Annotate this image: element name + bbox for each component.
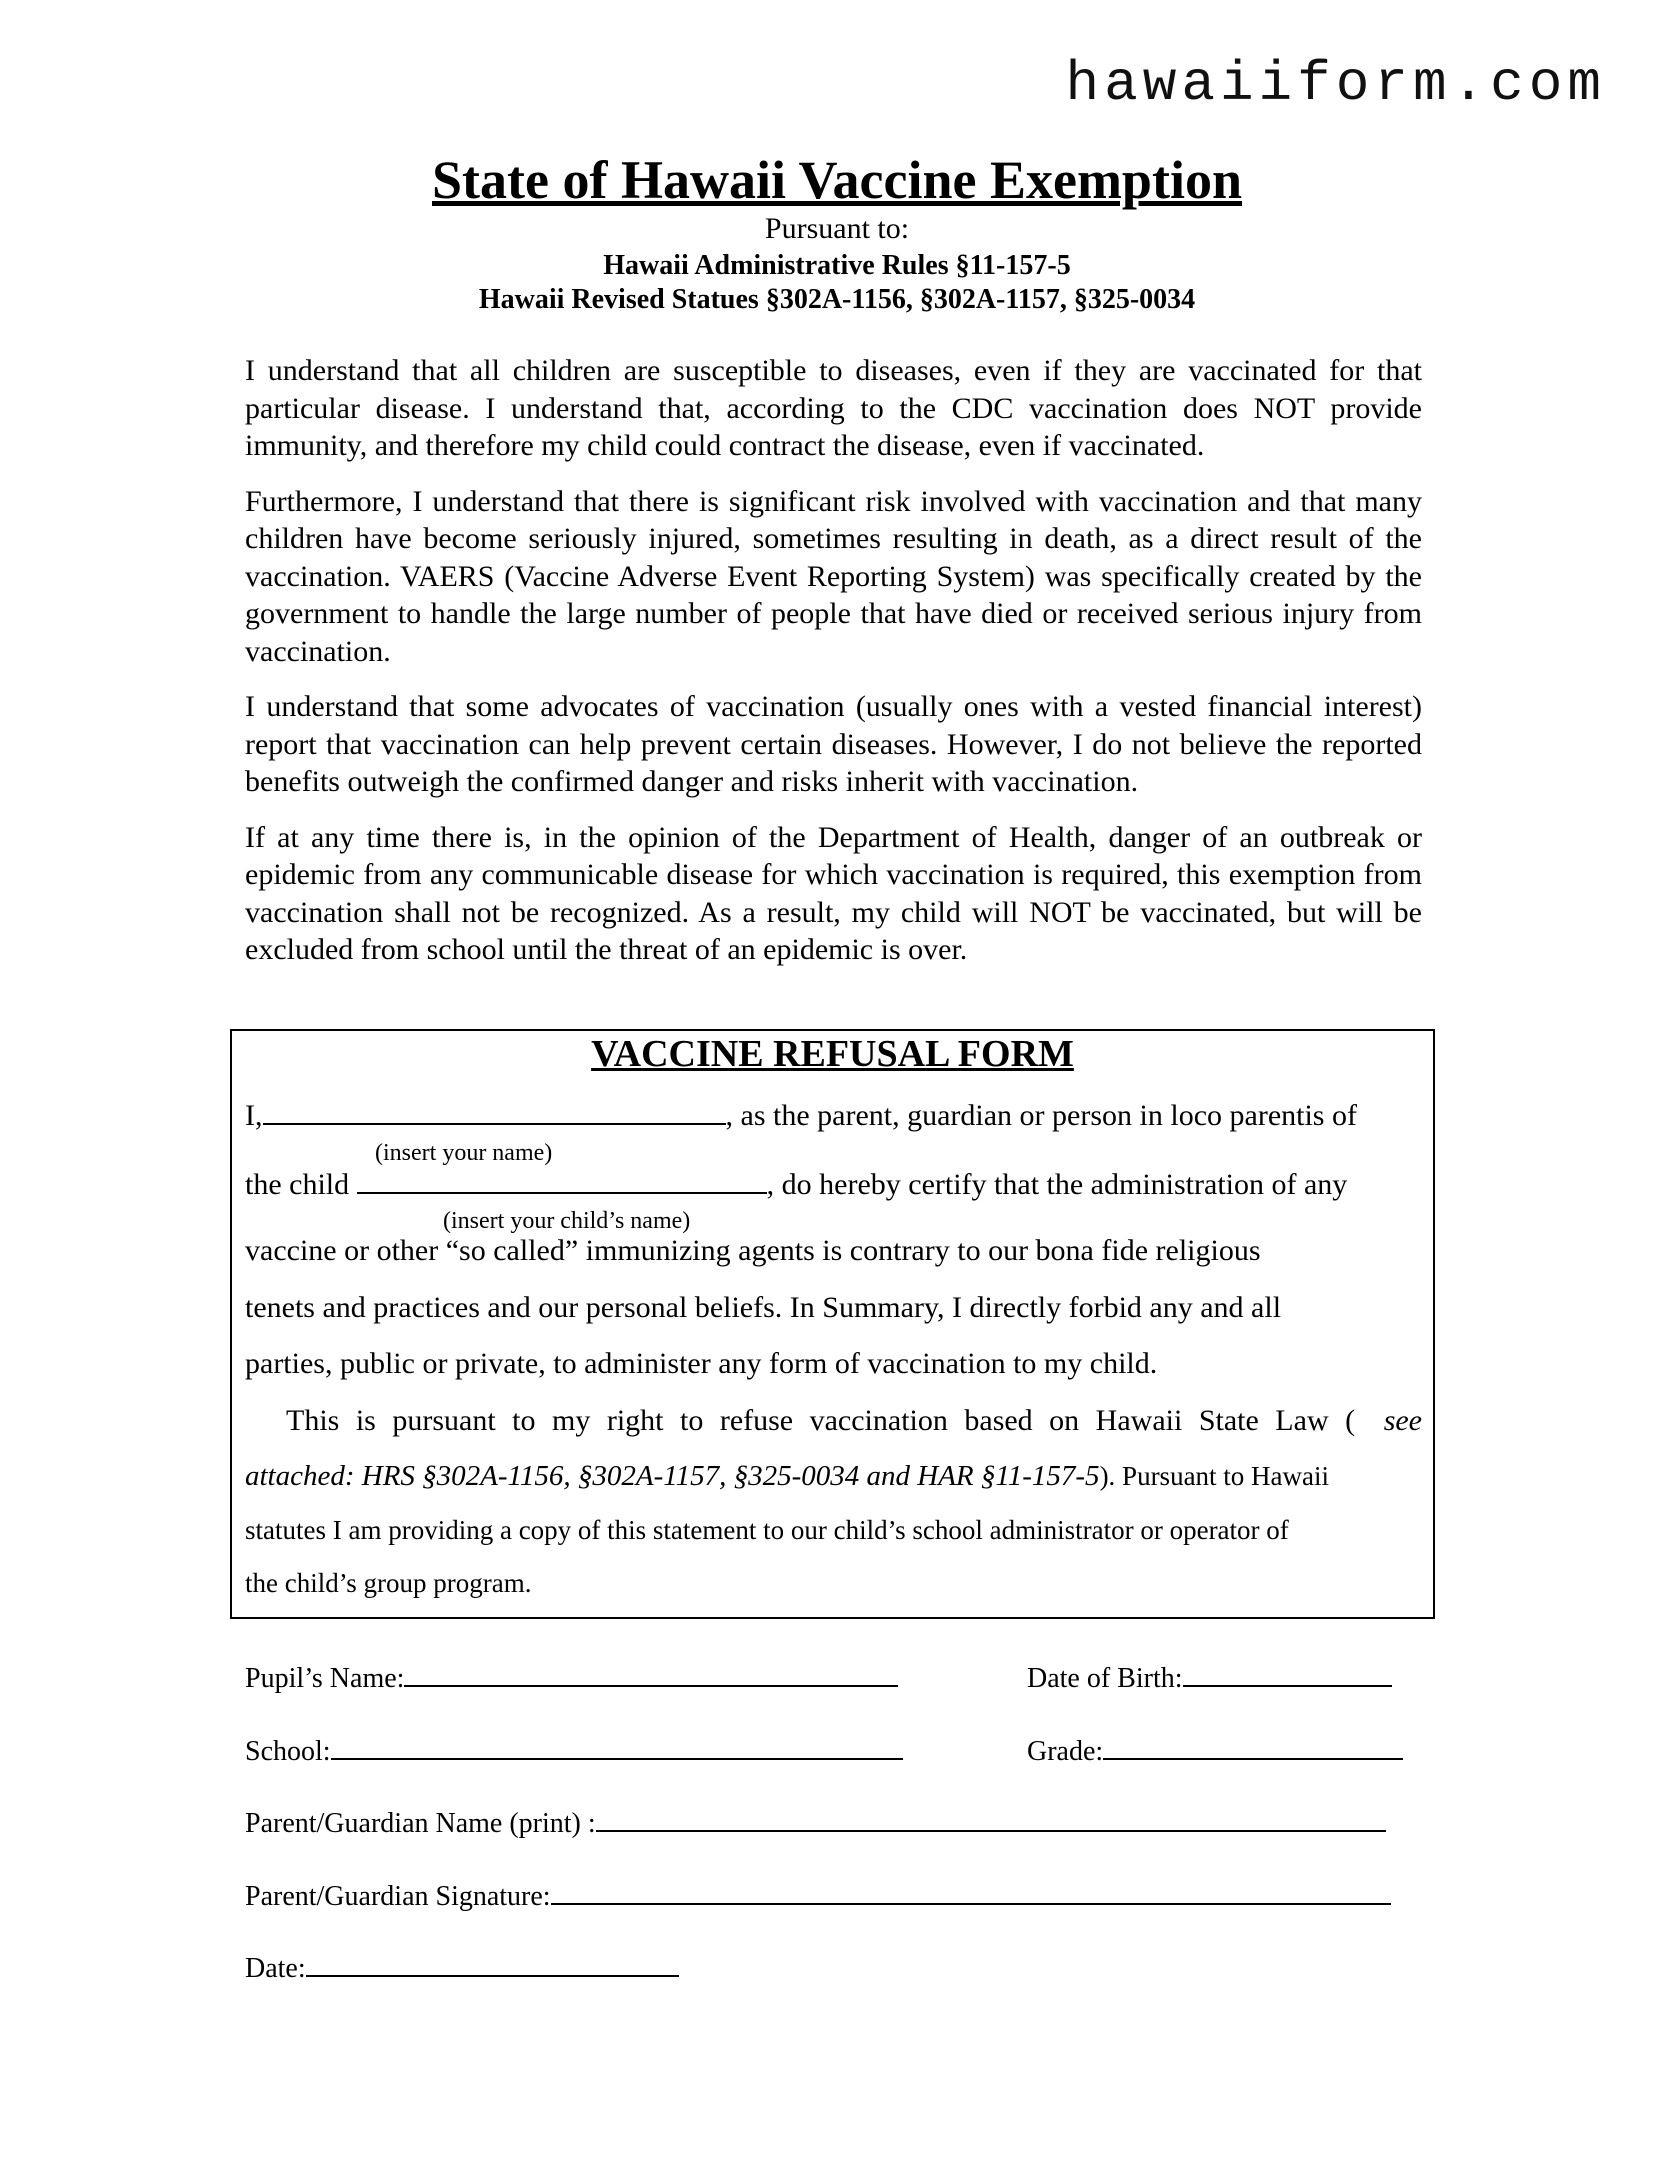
paragraph-risk: Furthermore, I understand that there is significant risk involved with vaccination and that many children have become seriously injured, sometimes resulting in death, as a direct result of the vaccination. VAERS (Vaccine Adverse Event Reporting System) was specifically created by the government to handle the large number of people that have died or received serious injury from vaccination. [245, 484, 1422, 668]
parent-name-input[interactable] [596, 1806, 1386, 1832]
refusal-form-title: VACCINE REFUSAL FORM [591, 1033, 1074, 1075]
school-label: School: [245, 1736, 331, 1767]
date-label: Date: [245, 1953, 306, 1984]
pursuant-label: Pursuant to: [764, 212, 910, 245]
refusal-line-8: statutes I am providing a copy of this statement to our child’s school administrator or operator of [245, 1515, 1289, 1545]
child-name-blank[interactable] [357, 1165, 767, 1194]
date-of-birth-label: Date of Birth: [1027, 1663, 1183, 1694]
refusal-line-9: the child’s group program. [245, 1568, 532, 1598]
caption-insert-child-name: (insert your child’s name) [443, 1208, 691, 1234]
line2-suffix: , do hereby certify that the administration of any [766, 1168, 1348, 1201]
paragraph-outbreak: If at any time there is, in the opinion of the Department of Health, danger of an outbreak or epidemic from any communicable disease for which vaccination is required, this exemption from vaccination shall not be recognized. As a result, my child will NOT be vaccinated, but will be excluded from school until the threat of an epidemic is over. [245, 820, 1422, 966]
statute-references [0, 249, 1674, 317]
grade-label: Grade: [1027, 1736, 1104, 1767]
date-of-birth-input[interactable] [1183, 1661, 1392, 1687]
line6-text: This is pursuant to my right to refuse vaccination based on Hawaii State Law ( [286, 1404, 1356, 1437]
rules-line-2: Hawaii Revised Statues §302A-1156, §302A-1157, §325-0034 [478, 284, 1196, 315]
refusal-line-7 [245, 1460, 1329, 1493]
pupil-name-label: Pupil’s Name: [245, 1663, 405, 1694]
paragraph-susceptibility: I understand that all children are susceptible to diseases, even if they are vaccinated for that particular disease. I understand that, according to the CDC vaccination does NOT provide immunity, and therefore my child could contract the disease, even if vaccinated. [245, 354, 1422, 462]
line6-italic: see [1383, 1404, 1422, 1437]
parent-signature-field [245, 1879, 1391, 1913]
refusal-line-5: parties, public or private, to administer any form of vaccination to my child. [245, 1347, 1158, 1380]
parent-name-field [245, 1806, 1386, 1840]
parent-name-blank[interactable] [263, 1096, 726, 1125]
refusal-line-4: tenets and practices and our personal beliefs. In Summary, I directly forbid any and all [245, 1291, 1282, 1324]
pupil-name-field [245, 1661, 898, 1695]
line7-rest: ). Pursuant to Hawaii [1099, 1461, 1330, 1491]
school-input[interactable] [331, 1734, 903, 1760]
paragraph-benefits: I understand that some advocates of vaccination (usually ones with a vested financial interest) report that vaccination can help prevent certain diseases. However, I do not believe the reported benefits outweigh the confirmed danger and risks inherit with vaccination. [245, 690, 1422, 798]
parent-name-label: Parent/Guardian Name (print) : [245, 1808, 596, 1839]
school-field [245, 1734, 903, 1768]
refusal-line-3: vaccine or other “so called” immunizing agents is contrary to our bona fide religious [245, 1234, 1261, 1267]
grade-field [1027, 1734, 1403, 1768]
exemption-body [245, 352, 1422, 987]
watermark: hawaiiform.com [1065, 52, 1606, 116]
line1-prefix: I, [245, 1099, 263, 1132]
refusal-line-6 [286, 1404, 1422, 1438]
date-input[interactable] [306, 1951, 679, 1977]
refusal-line-parent [245, 1096, 1357, 1133]
parent-signature-input[interactable] [551, 1879, 1391, 1905]
line7-italic: attached: HRS §302A-1156, §302A-1157, §325-0034 and HAR §11-157-5 [245, 1460, 1100, 1492]
page-title: State of Hawaii Vaccine Exemption [432, 150, 1242, 210]
refusal-line-child [245, 1165, 1347, 1202]
pupil-name-input[interactable] [404, 1661, 898, 1687]
grade-input[interactable] [1103, 1734, 1403, 1760]
date-field [245, 1951, 679, 1985]
line2-prefix: the child [245, 1168, 350, 1201]
date-of-birth-field [1027, 1661, 1392, 1695]
caption-insert-name: (insert your name) [375, 1140, 553, 1166]
parent-signature-label: Parent/Guardian Signature: [245, 1881, 551, 1912]
rules-line-1: Hawaii Administrative Rules §11-157-5 [603, 250, 1071, 281]
line1-suffix: , as the parent, guardian or person in loco parentis of [725, 1099, 1357, 1132]
